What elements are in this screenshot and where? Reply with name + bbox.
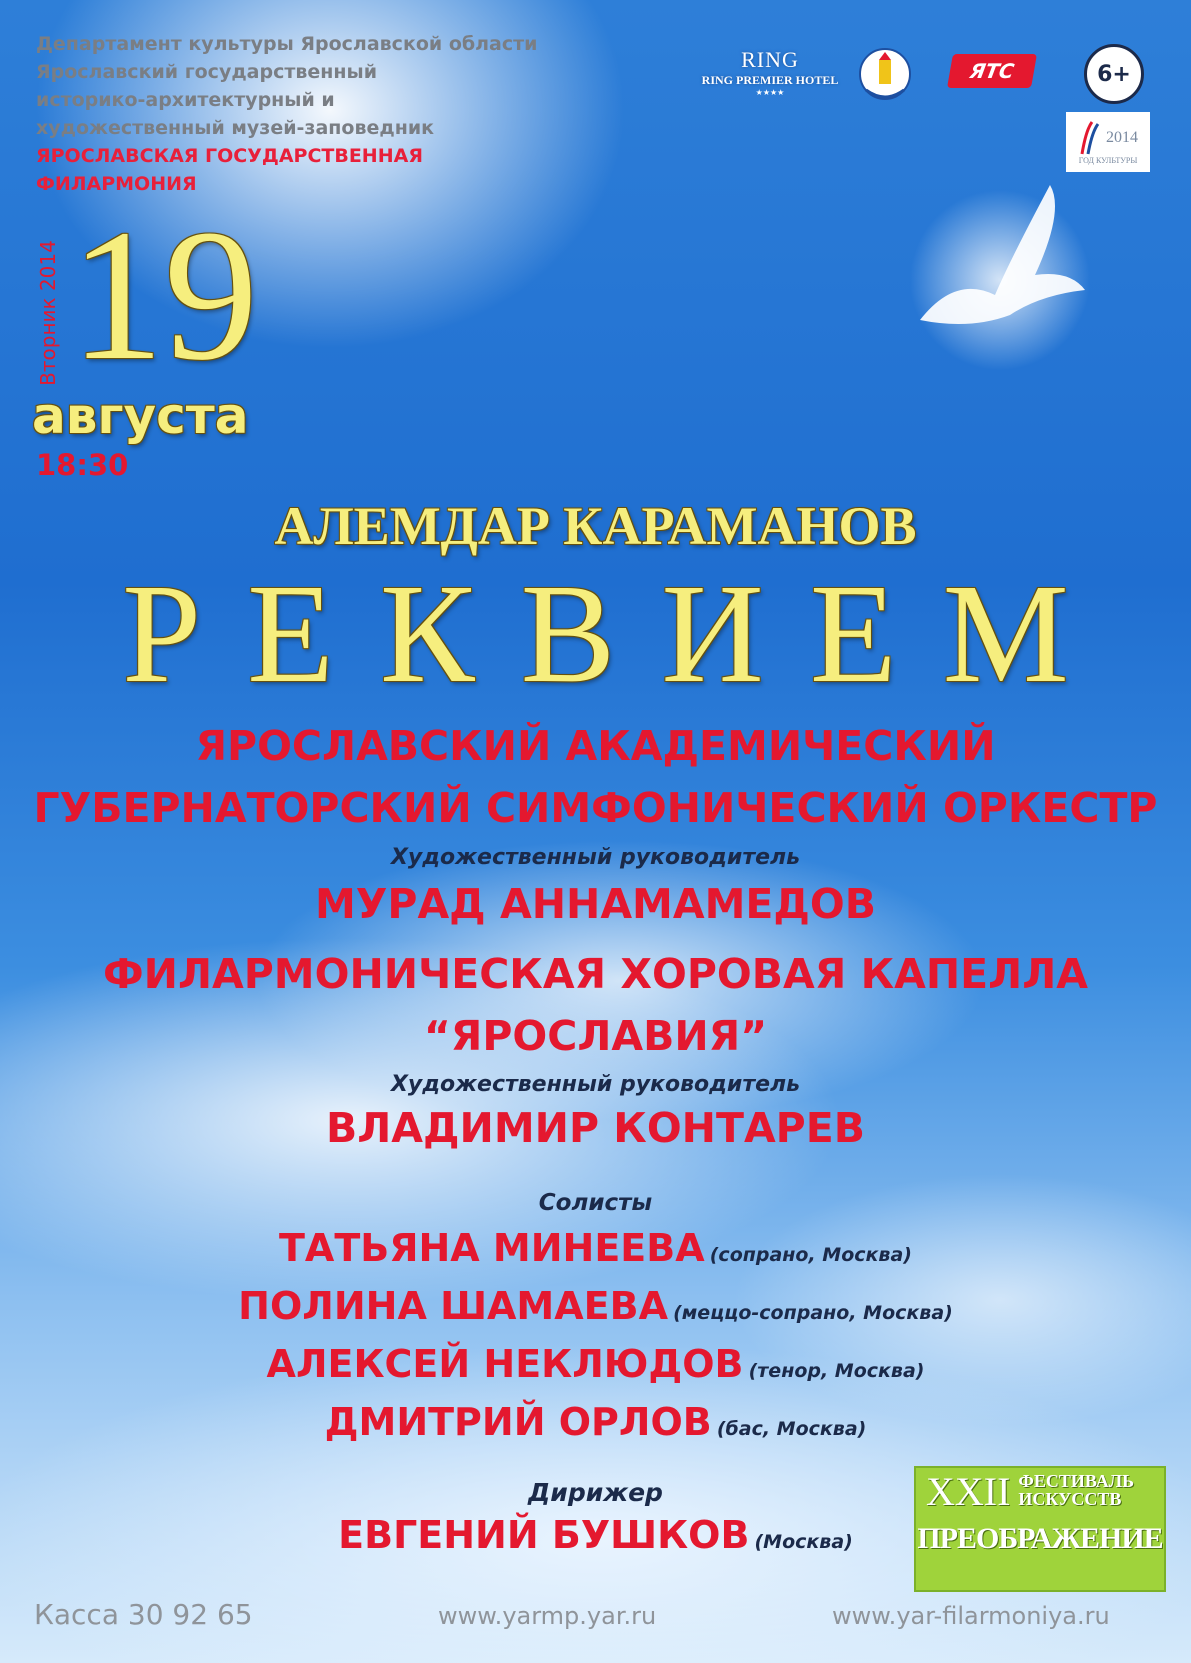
organizers-block [36,30,537,198]
organizer-line: художественный музей-заповедник [36,117,435,139]
orchestra-line: ГУБЕРНАТОРСКИЙ СИМФОНИЧЕСКИЙ ОРКЕСТР [33,784,1158,832]
year-of-culture-logo [1066,112,1150,172]
festival-name: ПРЕОБРАЖЕНИЕ [917,1522,1163,1555]
website-link[interactable]: www.yarmp.yar.ru [438,1602,657,1630]
year-caption: ГОД КУЛЬТУРЫ [1078,155,1138,165]
event-month: августа [32,387,249,445]
choir-director-label: Художественный руководитель [390,1072,801,1097]
box-office: Касса 30 92 65 [34,1598,253,1631]
choir-director: ВЛАДИМИР КОНТАРЕВ [326,1104,865,1152]
choir-line: “ЯРОСЛАВИЯ” [423,1012,768,1060]
choir-line: ФИЛАРМОНИЧЕСКАЯ ХОРОВАЯ КАПЕЛЛА [102,950,1088,998]
event-time: 18:30 [36,448,129,482]
festival-line: ИСКУССТВ [1018,1489,1122,1509]
soloist-role: (меццо-сопрано, Москва) [673,1302,953,1324]
conductor-name: ЕВГЕНИЙ БУШКОВ [338,1513,750,1557]
philharmonic-line: ЯРОСЛАВСКАЯ ГОСУДАРСТВЕННАЯ [36,145,423,167]
event-day: 19 [70,190,258,399]
organizer-line: Ярославский государственный [36,61,378,83]
age-rating-badge [1084,44,1144,104]
soloist-name: АЛЕКСЕЙ НЕКЛЮДОВ [266,1342,744,1386]
soloist-name: ТАТЬЯНА МИНЕЕВА [279,1226,705,1270]
emblem-icon [858,44,912,108]
festival-logo [914,1466,1166,1592]
orchestra-director: МУРАД АННАМАМЕДОВ [314,880,877,928]
soloist-name: ПОЛИНА ШАМАЕВА [238,1284,668,1328]
festival-line: ФЕСТИВАЛЬ [1018,1471,1135,1491]
philharmonic-line: ФИЛАРМОНИЯ [36,173,197,195]
soloist-role: (бас, Москва) [716,1418,867,1440]
soloist-row [0,1400,1191,1444]
soloist-role: (тенор, Москва) [748,1360,925,1382]
website-link[interactable]: www.yar-filarmoniya.ru [832,1602,1110,1630]
soloist-name: ДМИТРИЙ ОРЛОВ [324,1400,712,1444]
yts-logo [947,54,1037,88]
age-rating-text: 6+ [1097,61,1131,87]
soloist-row [0,1226,1191,1270]
soloists-label: Солисты [538,1190,653,1216]
weekday-vertical [28,230,68,395]
conductor-role: (Москва) [754,1531,853,1553]
organizer-line: историко-архитектурный и [36,89,335,111]
year-logo-text: 2014 [1106,128,1138,146]
ring-hotel-logo [690,38,850,106]
conductor-label: Дирижер [528,1478,663,1507]
yts-text: ЯТС [968,59,1016,83]
festival-number: XXII [926,1469,1011,1514]
flag-ribbon-icon [1078,120,1106,156]
ring-monogram: RING [741,47,799,72]
ring-hotel-name: RING PREMIER HOTEL [701,73,839,87]
soloist-role: (сопрано, Москва) [709,1244,912,1266]
orchestra-line: ЯРОСЛАВСКИЙ АКАДЕМИЧЕСКИЙ [195,722,996,770]
weekday-text: Вторник 2014 [36,239,60,386]
composer-name: АЛЕМДАР КАРАМАНОВ [274,496,917,556]
seagull-icon [900,170,1100,370]
work-title: РЕКВИЕМ [122,554,1115,712]
printing-house-emblem [858,44,912,108]
soloist-row [0,1342,1191,1386]
orchestra-director-label: Художественный руководитель [390,845,801,870]
soloist-row [0,1284,1191,1328]
ring-hotel-stars: ★★★★ [755,88,785,97]
organizer-line: Департамент культуры Ярославской области [36,33,538,55]
